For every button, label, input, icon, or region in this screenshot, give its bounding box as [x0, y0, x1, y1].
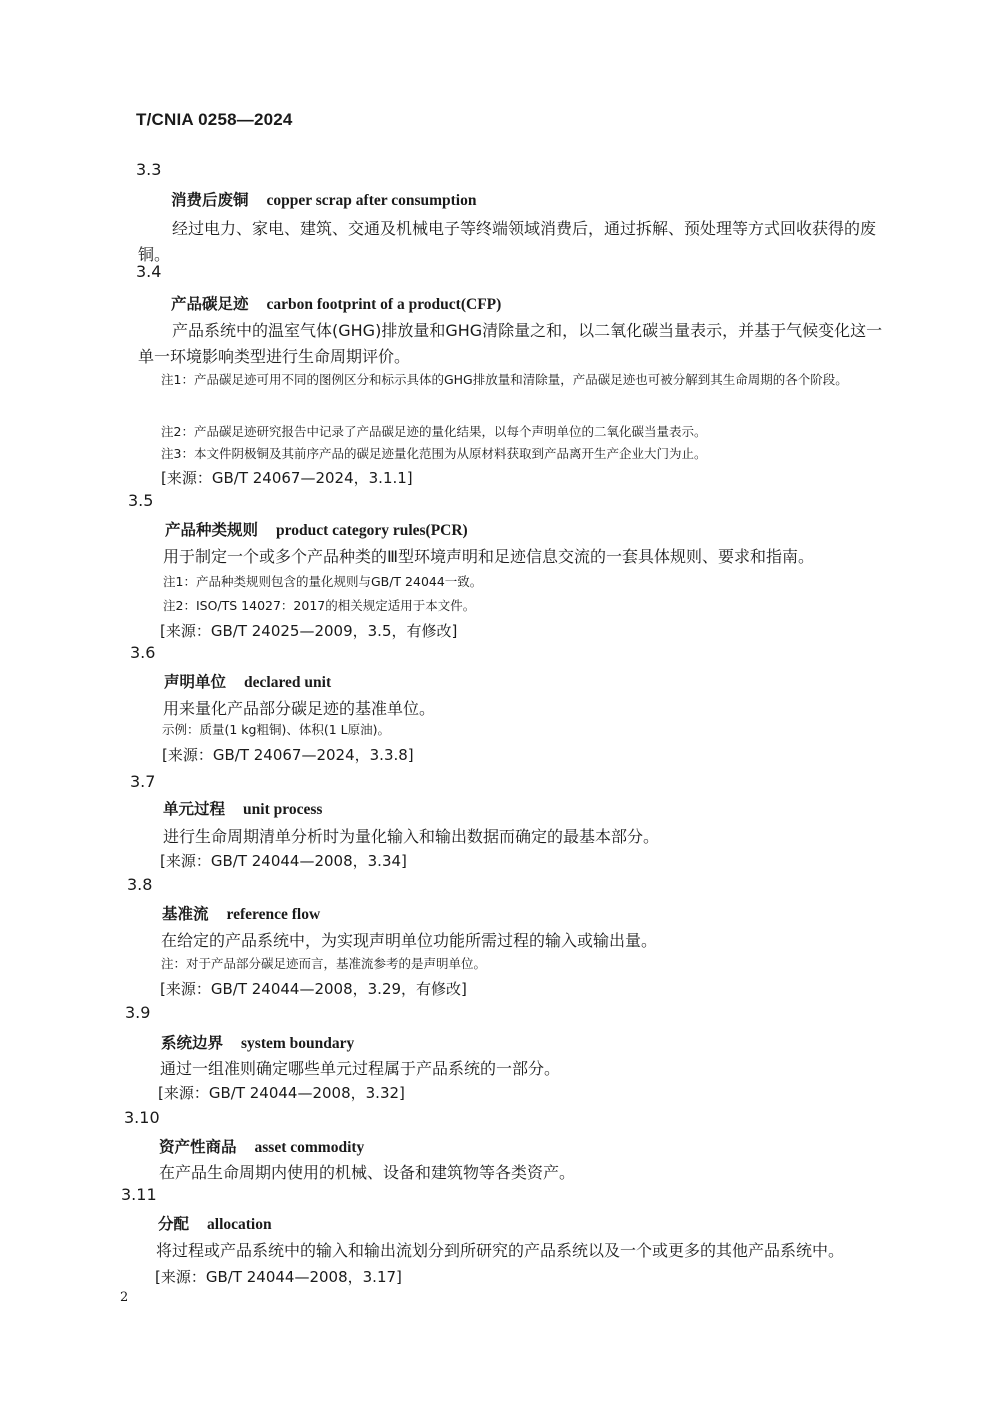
- entry-source: [来源：GB/T 24044—2008，3.32]: [158, 1084, 405, 1102]
- term-cn: 产品种类规则: [165, 521, 259, 539]
- term-cn: 声明单位: [164, 673, 227, 691]
- entry-term: [159, 1135, 364, 1157]
- entry-number: 3.9: [125, 1003, 151, 1022]
- entry-definition: 产品系统中的温室气体(GHG)排放量和GHG清除量之和，以二氧化碳当量表示，并基于气候变化这一单一环境影响类型进行生命周期评价。: [138, 321, 883, 366]
- entry-note: 注1：产品碳足迹可用不同的图例区分和标示具体的GHG排放量和清除量，产品碳足迹也可被分解到其生命周期的各个阶段。: [161, 372, 848, 387]
- entry-source: [来源：GB/T 24044—2008，3.29，有修改]: [160, 980, 467, 998]
- entry-note: 注2：产品碳足迹研究报告中记录了产品碳足迹的量化结果，以每个声明单位的二氧化碳当量表示。: [161, 424, 707, 439]
- term-cn: 单元过程: [163, 800, 226, 818]
- entry-definition: 用于制定一个或多个产品种类的Ⅲ型环境声明和足迹信息交流的一套具体规则、要求和指南。: [163, 547, 815, 566]
- document-number: T/CNIA 0258—2024: [136, 110, 293, 129]
- entry-term: [158, 1212, 272, 1234]
- entry-term: [165, 518, 468, 540]
- entry-definition: 通过一组准则确定哪些单元过程属于产品系统的一部分。: [160, 1059, 561, 1078]
- entry-number: 3.3: [136, 160, 162, 179]
- term-cn: 分配: [158, 1215, 190, 1233]
- entry-term: [171, 292, 501, 314]
- entry-definition: 在产品生命周期内使用的机械、设备和建筑物等各类资产。: [159, 1163, 576, 1182]
- entry-note: 注1：产品种类规则包含的量化规则与GB/T 24044一致。: [163, 574, 483, 589]
- entry-source: [来源：GB/T 24067—2024，3.3.8]: [162, 746, 414, 764]
- entry-source: [来源：GB/T 24044—2008，3.34]: [160, 852, 407, 870]
- entry-note: 示例：质量(1 kg粗铜)、体积(1 L原油)。: [162, 722, 390, 737]
- entry-number: 3.4: [136, 262, 162, 281]
- term-en: carbon footprint of a product(CFP): [266, 296, 502, 313]
- term-en: product category rules(PCR): [276, 522, 468, 539]
- entry-term: [164, 670, 331, 692]
- term-en: system boundary: [241, 1035, 355, 1052]
- term-cn: 系统边界: [161, 1034, 224, 1052]
- term-en: unit process: [243, 801, 323, 818]
- entry-note: 注2：ISO/TS 14027：2017的相关规定适用于本文件。: [163, 598, 476, 613]
- entry-number: 3.10: [124, 1108, 160, 1127]
- term-en: reference flow: [226, 906, 321, 923]
- entry-definition: 进行生命周期清单分析时为量化输入和输出数据而确定的最基本部分。: [163, 827, 660, 846]
- term-en: copper scrap after consumption: [266, 192, 477, 209]
- entry-definition: 经过电力、家电、建筑、交通及机械电子等终端领域消费后，通过拆解、预处理等方式回收获得的废铜。: [138, 219, 877, 264]
- term-en: allocation: [207, 1216, 272, 1233]
- entry-source: [来源：GB/T 24067—2024，3.1.1]: [161, 469, 413, 487]
- entry-definition: 在给定的产品系统中，为实现声明单位功能所需过程的输入或输出量。: [161, 931, 658, 950]
- page-number: 2: [120, 1290, 129, 1305]
- entry-number: 3.8: [127, 875, 153, 894]
- entry-number: 3.7: [130, 772, 156, 791]
- entry-source: [来源：GB/T 24025—2009，3.5，有修改]: [160, 622, 458, 640]
- entry-definition: 用来量化产品部分碳足迹的基准单位。: [163, 699, 436, 718]
- entry-term: [162, 902, 320, 924]
- entry-note: 注3：本文件阴极铜及其前序产品的碳足迹量化范围为从原材料获取到产品离开生产企业大门为止。: [161, 446, 707, 461]
- entry-term: [163, 797, 322, 819]
- entry-term: [171, 188, 476, 210]
- entry-number: 3.11: [121, 1185, 157, 1204]
- term-en: declared unit: [244, 674, 332, 691]
- term-cn: 产品碳足迹: [171, 295, 249, 313]
- term-cn: 资产性商品: [159, 1138, 237, 1156]
- term-cn: 消费后废铜: [171, 191, 249, 209]
- entry-term: [161, 1031, 354, 1053]
- entry-number: 3.6: [130, 643, 156, 662]
- entry-number: 3.5: [128, 491, 154, 510]
- entry-definition: 将过程或产品系统中的输入和输出流划分到所研究的产品系统以及一个或更多的其他产品系统中。: [156, 1241, 845, 1260]
- term-cn: 基准流: [162, 905, 209, 923]
- entry-source: [来源：GB/T 24044—2008，3.17]: [155, 1268, 402, 1286]
- entry-note: 注：对于产品部分碳足迹而言，基准流参考的是声明单位。: [161, 956, 487, 971]
- term-en: asset commodity: [254, 1139, 365, 1156]
